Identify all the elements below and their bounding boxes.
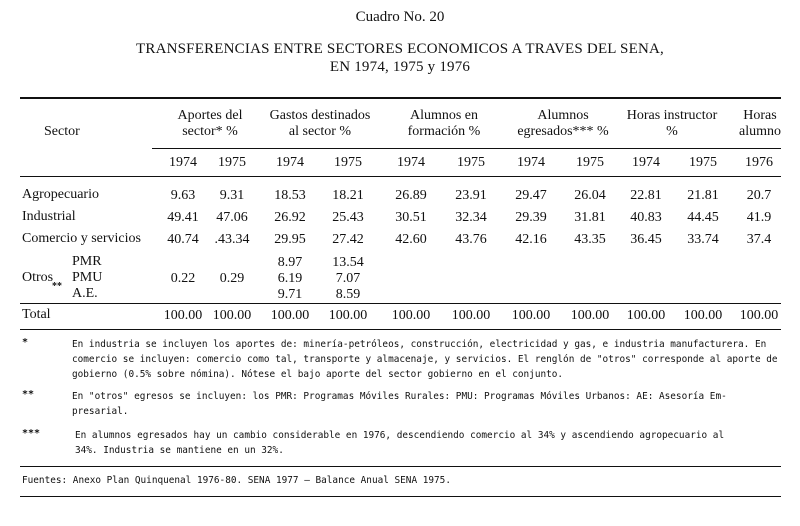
table-cell: 23.91 — [455, 188, 487, 203]
group-header-alumnos-form-2: formación % — [407, 124, 481, 139]
table-cell: 22.81 — [630, 188, 662, 203]
table-cell: 42.16 — [515, 232, 547, 247]
table-cell: 43.35 — [574, 232, 606, 247]
group-header-alumnos-form-1: Alumnos en — [409, 108, 479, 123]
table-cell: 37.4 — [746, 232, 772, 247]
table-cell: .43.34 — [214, 232, 250, 247]
group-header-horas-alumno-1: Horas — [743, 108, 777, 123]
year-header: 1974 — [397, 155, 425, 170]
otros-sub-label-ae: A.E. — [72, 286, 98, 301]
total-cell: 100.00 — [328, 308, 368, 323]
total-cell: 100.00 — [451, 308, 491, 323]
total-bottom-rule — [20, 329, 781, 330]
footnote-mark: *** — [22, 428, 41, 439]
top-rule — [20, 97, 781, 99]
group-header-egresados-1: Alumnos — [537, 108, 589, 123]
year-header: 1975 — [457, 155, 485, 170]
row-label: Industrial — [22, 209, 76, 224]
table-cell: 9.63 — [170, 188, 196, 203]
table-cell: 40.74 — [167, 232, 199, 247]
table-cell: 21.81 — [687, 188, 719, 203]
footnote-line: 34%. Industria se mantiene en un 32%. — [75, 445, 284, 456]
total-cell: 100.00 — [570, 308, 610, 323]
group-header-horas-instr-1: Horas instructor — [626, 108, 718, 123]
otros-gastos-1974: 6.19 — [277, 271, 303, 286]
total-cell: 100.00 — [212, 308, 252, 323]
footnote-line: En alumnos egresados hay un cambio considerable en 1976, descendiendo comercio al 34% y ascendiendo agropecuario al — [75, 430, 725, 441]
table-cell: 30.51 — [395, 210, 427, 225]
table-cell: 27.42 — [332, 232, 364, 247]
otros-gastos-1974: 8.97 — [277, 255, 303, 270]
footnote-line: presarial. — [72, 406, 129, 417]
total-cell: 100.00 — [270, 308, 310, 323]
footnote-mark: * — [22, 337, 29, 348]
total-cell: 100.00 — [739, 308, 779, 323]
table-cell: 26.92 — [274, 210, 306, 225]
otros-gastos-1975: 7.07 — [335, 271, 361, 286]
footnote-line: gobierno (0.5% sobre nómina). Nótese el bajo aporte del sector gobierno en el conjunto. — [72, 369, 564, 380]
total-label: Total — [22, 307, 51, 322]
group-header-horas-alumno-2: alumno — [739, 124, 781, 139]
otros-gastos-1975: 13.54 — [332, 255, 364, 270]
table-cell: 18.21 — [332, 188, 364, 203]
table-caption: Cuadro No. 20 — [355, 9, 445, 25]
fuentes-line: Fuentes: Anexo Plan Quinquenal 1976-80. SENA 1977 — Balance Anual SENA 1975. — [22, 475, 451, 486]
year-header: 1975 — [689, 155, 717, 170]
total-cell: 100.00 — [163, 308, 203, 323]
otros-aportes-1974: 0.22 — [170, 271, 196, 286]
table-cell: 32.34 — [455, 210, 487, 225]
year-header: 1975 — [334, 155, 362, 170]
otros-gastos-1974: 9.71 — [277, 287, 303, 302]
group-header-egresados-2: egresados*** % — [517, 124, 609, 139]
years-bottom-rule — [20, 176, 781, 177]
row-label: Comercio y servicios — [22, 231, 141, 246]
title-line-2: EN 1974, 1975 y 1976 — [329, 59, 471, 75]
year-header: 1976 — [745, 155, 773, 170]
year-header: 1974 — [632, 155, 660, 170]
table-cell: 33.74 — [687, 232, 719, 247]
year-header: 1975 — [218, 155, 246, 170]
otros-gastos-1975: 8.59 — [335, 287, 361, 302]
table-cell: 26.89 — [395, 188, 427, 203]
otros-mark: ** — [52, 281, 62, 292]
otros-sub-label-pmr: PMR — [72, 254, 102, 269]
bottom-rule — [20, 496, 781, 497]
total-cell: 100.00 — [511, 308, 551, 323]
group-header-gastos-2: al sector % — [288, 124, 352, 139]
otros-aportes-1975: 0.29 — [219, 271, 245, 286]
year-header: 1974 — [169, 155, 197, 170]
sector-header: Sector — [44, 124, 80, 139]
total-cell: 100.00 — [683, 308, 723, 323]
otros-label: Otros — [22, 270, 54, 285]
table-cell: 42.60 — [395, 232, 427, 247]
table-cell: 25.43 — [332, 210, 364, 225]
row-label: Agropecuario — [22, 187, 99, 202]
year-header: 1975 — [576, 155, 604, 170]
table-cell: 20.7 — [746, 188, 772, 203]
table-cell: 36.45 — [630, 232, 662, 247]
total-top-rule — [20, 303, 781, 304]
table-cell: 44.45 — [687, 210, 719, 225]
footnote-line: comercio se incluyen: comercio como tal, transporte y almacenaje, y servicios. El renglón de "otros" corresponde al aporte de — [72, 354, 778, 365]
fuentes-top-rule — [20, 466, 781, 467]
table-cell: 29.47 — [515, 188, 547, 203]
table-cell: 49.41 — [167, 210, 199, 225]
table-cell: 40.83 — [630, 210, 662, 225]
total-cell: 100.00 — [626, 308, 666, 323]
footnote-line: En "otros" egresos se incluyen: los PMR: Programas Móviles Rurales: PMU: Programas Móviles Urbanos: AE: Asesoría Em- — [72, 391, 727, 402]
years-top-rule — [152, 148, 781, 149]
group-header-gastos-1: Gastos destinados — [269, 108, 371, 123]
year-header: 1974 — [517, 155, 545, 170]
table-cell: 9.31 — [219, 188, 245, 203]
group-header-aportes-2: sector* % — [182, 124, 238, 139]
year-header: 1974 — [276, 155, 304, 170]
table-cell: 41.9 — [746, 210, 772, 225]
title-line-1: TRANSFERENCIAS ENTRE SECTORES ECONOMICOS A TRAVES DEL SENA, — [136, 41, 664, 57]
table-cell: 43.76 — [455, 232, 487, 247]
footnote-line: En industria se incluyen los aportes de: minería-petróleos, construcción, electricidad y gas, e industria manufacturera. En — [72, 339, 767, 350]
table-cell: 29.95 — [274, 232, 306, 247]
table-cell: 18.53 — [274, 188, 306, 203]
table-cell: 26.04 — [574, 188, 606, 203]
total-cell: 100.00 — [391, 308, 431, 323]
table-cell: 47.06 — [216, 210, 248, 225]
group-header-horas-instr-2: % — [666, 124, 678, 139]
footnote-mark: ** — [22, 389, 35, 400]
table-cell: 29.39 — [515, 210, 547, 225]
otros-sub-label-pmu: PMU — [72, 270, 103, 285]
group-header-aportes-1: Aportes del — [177, 108, 243, 123]
table-cell: 31.81 — [574, 210, 606, 225]
